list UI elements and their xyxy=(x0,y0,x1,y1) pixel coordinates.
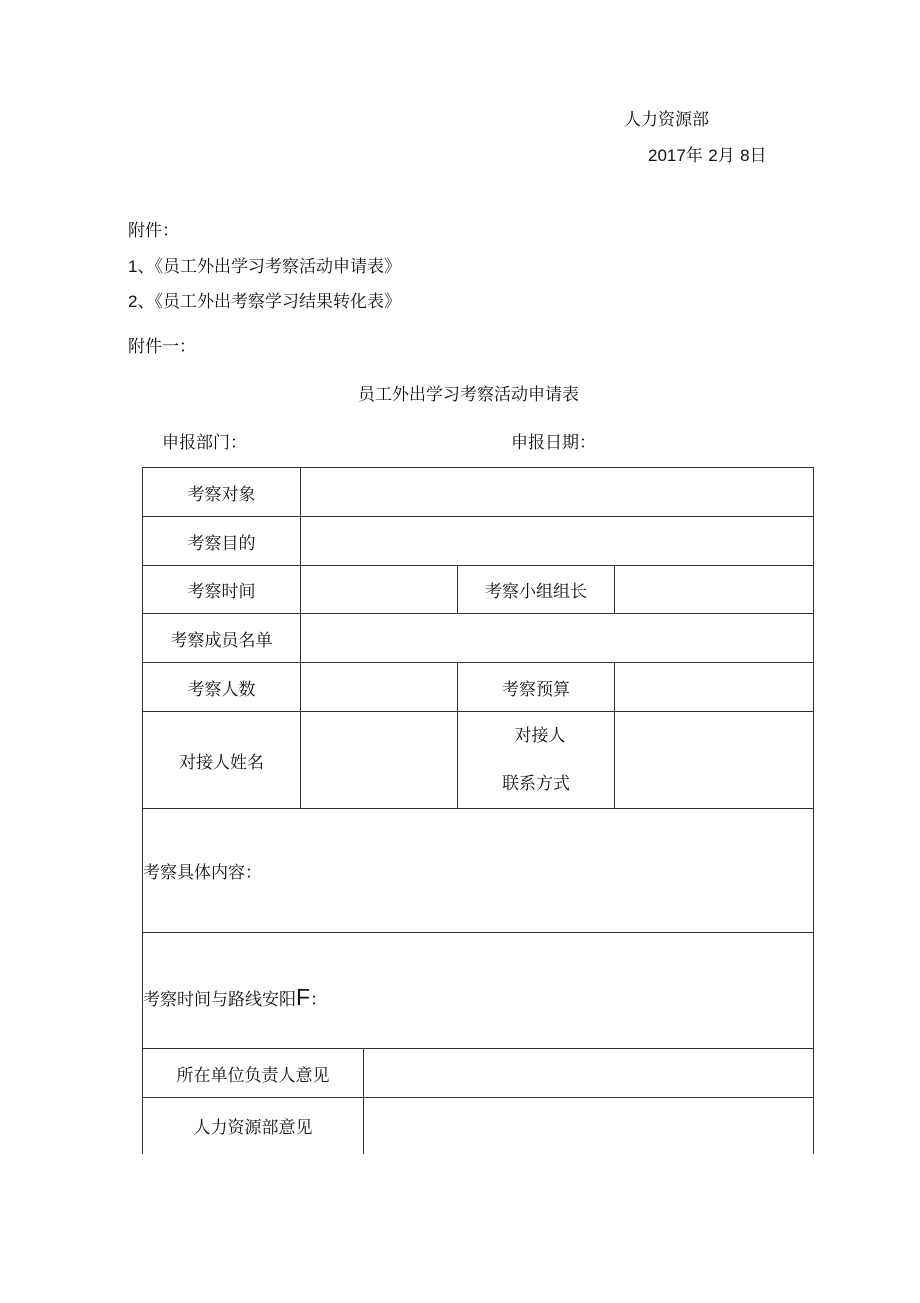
issuing-department: 人力资源部 xyxy=(624,110,709,130)
attachment-item-1 xyxy=(128,256,401,278)
date-year-unit: 年 xyxy=(685,146,703,166)
target-label: 考察对象 xyxy=(143,468,301,517)
form-title: 员工外出学习考察活动申请表 xyxy=(358,385,579,405)
attachment-number: 2 xyxy=(128,292,138,311)
content-label: 考察具体内容： xyxy=(143,863,262,883)
table-row xyxy=(143,468,814,517)
hr-opinion-field[interactable] xyxy=(364,1098,814,1154)
application-form-table xyxy=(142,467,814,1154)
unit-opinion-field[interactable] xyxy=(364,1049,814,1098)
contact-way-label xyxy=(458,712,615,809)
date-year: 2017 xyxy=(648,146,686,165)
budget-field[interactable] xyxy=(615,663,814,712)
annex-one-label: 附件一： xyxy=(128,337,196,357)
route-cell[interactable] xyxy=(143,933,814,1049)
count-field[interactable] xyxy=(301,663,458,712)
attachment-number: 1 xyxy=(128,257,138,276)
attachments-label: 附件： xyxy=(128,221,179,241)
attachment-item-2 xyxy=(128,291,401,313)
time-field[interactable] xyxy=(301,566,458,614)
route-label: 考察时间与路线安阳 xyxy=(143,990,296,1010)
contact-name-label: 对接人姓名 xyxy=(143,712,301,809)
table-row xyxy=(143,933,814,1049)
leader-field[interactable] xyxy=(615,566,814,614)
contact-name-field[interactable] xyxy=(301,712,458,809)
count-label: 考察人数 xyxy=(143,663,301,712)
route-label-colon: ： xyxy=(310,990,328,1010)
contact-way-field[interactable] xyxy=(615,712,814,809)
dept-label: 申报部门： xyxy=(162,433,247,453)
table-row xyxy=(143,517,814,566)
attachment-text: 、《员工外出学习考察活动申请表》 xyxy=(137,257,401,277)
target-field[interactable] xyxy=(301,468,814,517)
issue-date xyxy=(648,145,767,167)
route-label-letter: F xyxy=(296,984,311,1010)
date-month: 2 xyxy=(708,146,718,165)
date-day: 8 xyxy=(740,146,750,165)
table-row xyxy=(143,809,814,933)
date-day-unit: 日 xyxy=(749,146,767,166)
content-cell[interactable] xyxy=(143,809,814,933)
purpose-field[interactable] xyxy=(301,517,814,566)
contact-way-line-1: 对接人 xyxy=(514,726,566,746)
table-row xyxy=(143,1049,814,1098)
date-month-unit: 月 xyxy=(717,146,735,166)
table-row xyxy=(143,712,814,809)
table-row xyxy=(143,566,814,614)
purpose-label: 考察目的 xyxy=(143,517,301,566)
hr-opinion-label: 人力资源部意见 xyxy=(143,1098,364,1154)
budget-label: 考察预算 xyxy=(458,663,615,712)
members-field[interactable] xyxy=(301,614,814,663)
date-label: 申报日期： xyxy=(511,433,596,453)
leader-label: 考察小组组长 xyxy=(458,566,615,614)
unit-opinion-label: 所在单位负责人意见 xyxy=(143,1049,364,1098)
table-row xyxy=(143,663,814,712)
attachment-text: 、《员工外出考察学习结果转化表》 xyxy=(137,292,401,312)
contact-way-line-2: 联系方式 xyxy=(502,774,570,794)
members-label: 考察成员名单 xyxy=(143,614,301,663)
table-row xyxy=(143,1098,814,1154)
table-row xyxy=(143,614,814,663)
time-label: 考察时间 xyxy=(143,566,301,614)
